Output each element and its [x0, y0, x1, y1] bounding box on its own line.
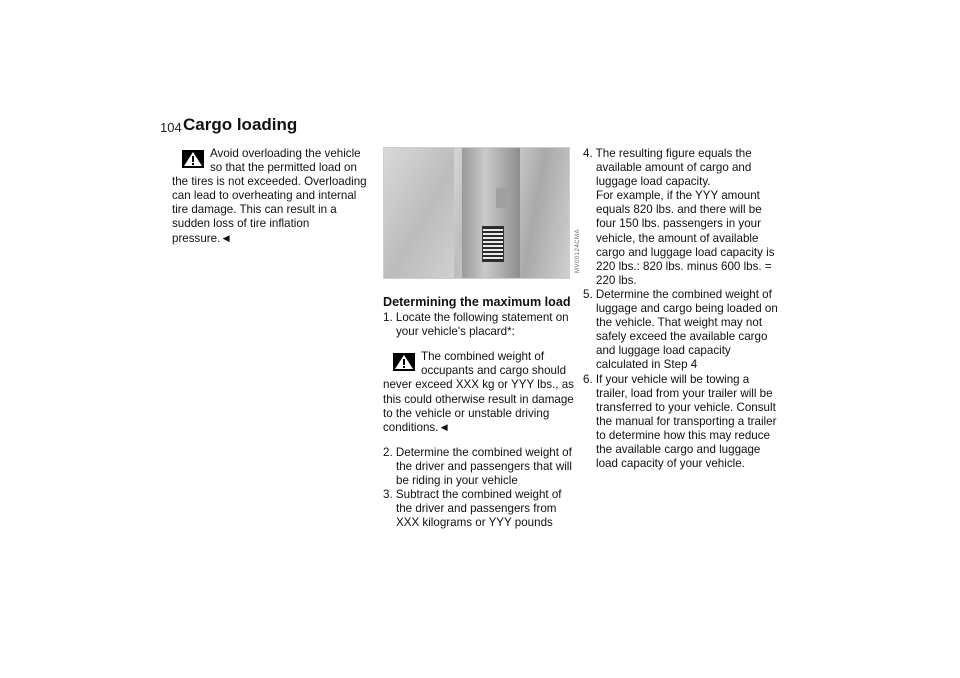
column-3 [583, 147, 779, 471]
door-edge-shape [384, 148, 454, 278]
door-pillar-placard-photo [383, 147, 570, 279]
step-4: 4. The resulting figure equals the available amount of cargo and luggage load capacity. [583, 147, 752, 189]
overload-warning [172, 147, 368, 246]
column-1 [172, 147, 368, 246]
door-latch-shape [496, 188, 510, 208]
column-2 [383, 147, 579, 530]
warning-text: Avoid overloading the vehicle so that the permitted load on the tires is not exceeded. Overloading can lead to overheating and internal tire damage. This can result in a sudden loss of tire inflation pressure.◄ [172, 147, 367, 245]
tire-placard-shape [482, 226, 504, 262]
warning-text: The combined weight of occupants and cargo should never exceed XXX kg or YYY lbs., as this could otherwise result in damage to the vehicle or unstable driving conditions.◄ [383, 350, 574, 434]
placard-photo-container [383, 147, 579, 281]
step-3: 3. Subtract the combined weight of the driver and passengers from XXX kilograms or YYY pounds [383, 488, 562, 530]
step-6: 6. If your vehicle will be towing a trailer, load from your trailer will be transferred to your vehicle. Consult the manual for transporting a trailer to determine how this may reduce the available cargo and luggage load capacity of your vehicle. [583, 372, 777, 471]
placard-statement-warning [383, 350, 579, 435]
warning-icon [393, 353, 415, 371]
page-number: 104 [160, 120, 182, 135]
step-1: 1. Locate the following statement on your vehicle's placard*: [383, 311, 569, 339]
step-5: 5. Determine the combined weight of luggage and cargo being loaded on the vehicle. That weight may not safely exceed the available cargo and luggage load capacity calculated in Step 4 [583, 287, 778, 372]
photo-code: MV00124CMA [575, 229, 581, 274]
warning-icon [182, 150, 204, 168]
step-2: 2. Determine the combined weight of the driver and passengers that will be riding in your vehicle [383, 445, 572, 488]
page-title: Cargo loading [183, 115, 298, 134]
step-4-example: For example, if the YYY amount equals 820 lbs. and there will be four 150 lbs. passengers in your vehicle, the amount of available cargo and luggage load capacity is 220 lbs.: 820 lbs. minus 600 lbs. = 220 lbs. [596, 189, 775, 287]
section-heading: Determining the maximum load [383, 295, 571, 309]
